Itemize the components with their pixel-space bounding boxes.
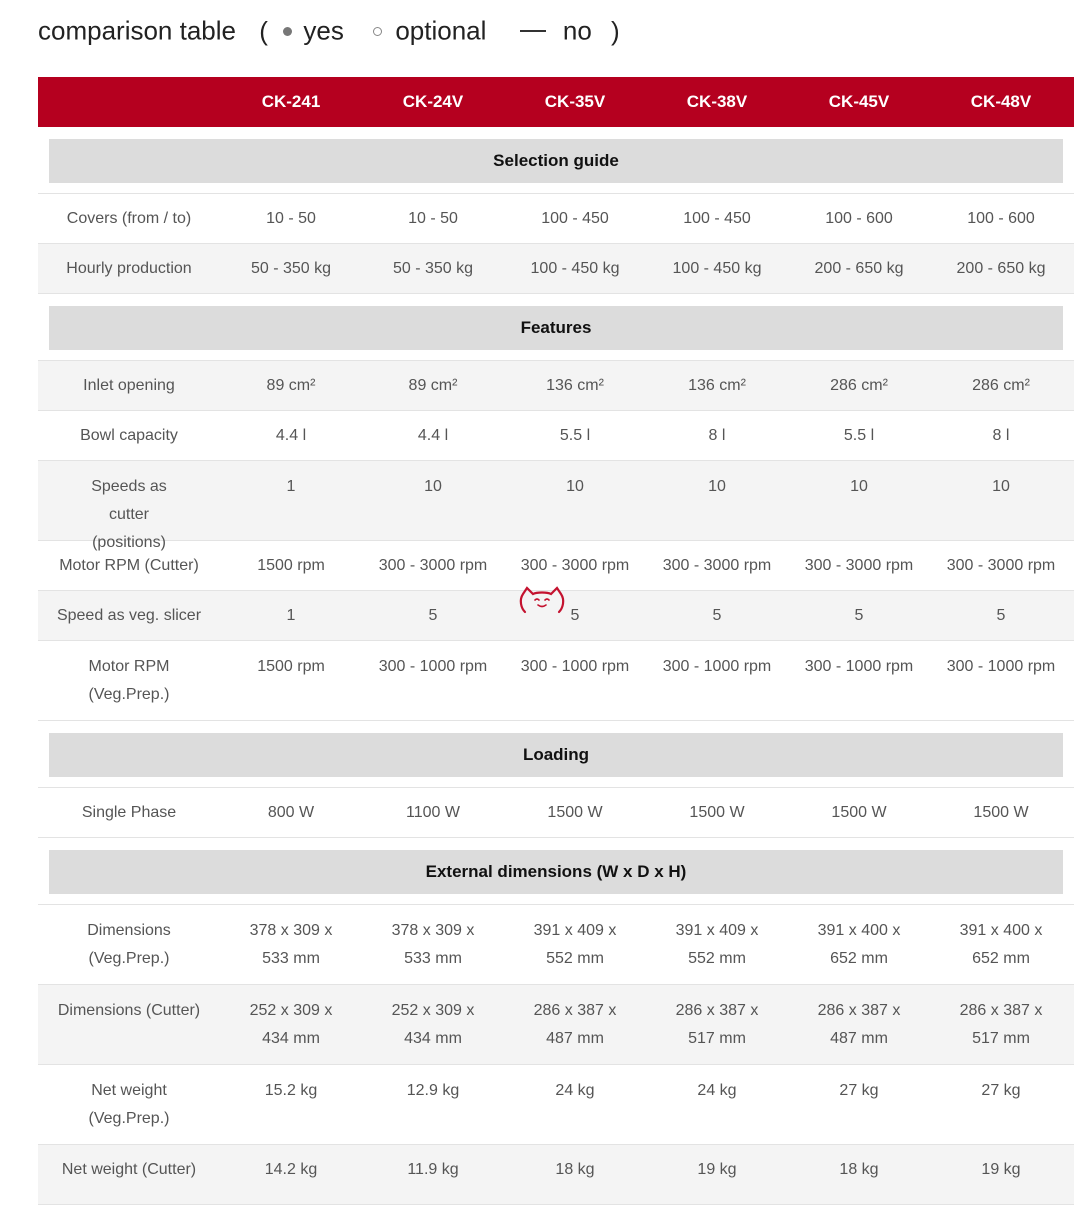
cell-value: 100 - 450 kg bbox=[672, 260, 762, 277]
legend-yes: yes bbox=[303, 15, 344, 46]
cell-value: 14.2 kg bbox=[264, 1161, 318, 1178]
cell-value: 1500 W bbox=[973, 804, 1029, 821]
table-row bbox=[38, 411, 1074, 461]
cell-value: 10 bbox=[992, 478, 1010, 495]
cell-value: 27 kg bbox=[981, 1082, 1021, 1099]
cell-value: 18 kg bbox=[839, 1161, 879, 1178]
yes-dot-icon bbox=[283, 27, 292, 36]
row-label: Net weight (Veg.Prep.) bbox=[88, 1082, 170, 1127]
row-label: Speeds as cutter (positions) bbox=[91, 478, 167, 551]
cell-value: 100 - 450 kg bbox=[530, 260, 620, 277]
legend-open-paren: ( bbox=[259, 15, 268, 46]
section-header bbox=[38, 127, 1074, 194]
cell-value: 300 - 1000 rpm bbox=[662, 658, 772, 675]
cell-value: 300 - 1000 rpm bbox=[804, 658, 914, 675]
cell-value: 24 kg bbox=[555, 1082, 595, 1099]
cell-value: 5.5 l bbox=[843, 427, 875, 444]
cell-value: 100 - 600 bbox=[967, 210, 1035, 227]
cell-value: 12.9 kg bbox=[406, 1082, 460, 1099]
cell-value: 8 l bbox=[708, 427, 726, 444]
table-row bbox=[38, 244, 1074, 294]
section-title: Loading bbox=[49, 733, 1063, 777]
section-header bbox=[38, 838, 1074, 905]
cell-value: 15.2 kg bbox=[264, 1082, 318, 1099]
table-row bbox=[38, 461, 1074, 551]
cell-value: 5 bbox=[428, 607, 438, 624]
table-row bbox=[38, 1145, 1074, 1205]
cell-value: 10 bbox=[566, 478, 584, 495]
cell-value: 1 bbox=[286, 607, 296, 624]
cell-value: 286 x 387 x 517 mm bbox=[675, 1002, 759, 1047]
cell-value: 10 bbox=[850, 478, 868, 495]
cell-value: 100 - 450 bbox=[683, 210, 751, 227]
cell-value: 1500 W bbox=[547, 804, 603, 821]
cell-value: 252 x 309 x 434 mm bbox=[249, 1002, 333, 1047]
cell-value: 200 - 650 kg bbox=[956, 260, 1046, 277]
row-label: Inlet opening bbox=[83, 377, 175, 394]
cell-value: 286 cm² bbox=[830, 377, 888, 394]
cell-value: 10 - 50 bbox=[408, 210, 458, 227]
cell-value: 89 cm² bbox=[408, 377, 458, 394]
cell-value: 100 - 450 bbox=[541, 210, 609, 227]
cell-value: 4.4 l bbox=[275, 427, 307, 444]
cell-value: 89 cm² bbox=[266, 377, 316, 394]
comparison-table bbox=[38, 77, 1074, 1205]
page-title bbox=[38, 14, 620, 47]
cell-value: 200 - 650 kg bbox=[814, 260, 904, 277]
cell-value: 19 kg bbox=[981, 1161, 1021, 1178]
row-label: Speed as veg. slicer bbox=[56, 607, 202, 624]
table-row bbox=[38, 194, 1074, 244]
table-row bbox=[38, 361, 1074, 411]
cell-value: 5 bbox=[854, 607, 864, 624]
section-header bbox=[38, 294, 1074, 361]
no-dash-icon bbox=[520, 30, 546, 32]
cell-value: 1500 W bbox=[831, 804, 887, 821]
optional-circle-icon bbox=[373, 27, 382, 36]
cell-value: 10 bbox=[708, 478, 726, 495]
cell-value: 18 kg bbox=[555, 1161, 595, 1178]
legend-optional: optional bbox=[395, 15, 487, 46]
cell-value: 391 x 400 x 652 mm bbox=[959, 922, 1043, 967]
cell-value: 1500 rpm bbox=[257, 658, 325, 675]
row-label: Dimensions (Veg.Prep.) bbox=[87, 922, 171, 967]
row-label: Net weight (Cutter) bbox=[61, 1161, 197, 1178]
header-model: CK-35V bbox=[544, 92, 606, 111]
header-model: CK-38V bbox=[686, 92, 748, 111]
cell-value: 300 - 1000 rpm bbox=[378, 658, 488, 675]
cell-value: 300 - 3000 rpm bbox=[662, 557, 772, 574]
cell-value: 286 x 387 x 487 mm bbox=[533, 1002, 617, 1047]
cell-value: 5.5 l bbox=[559, 427, 591, 444]
row-label: Hourly production bbox=[66, 260, 192, 277]
legend-close-paren: ) bbox=[611, 15, 620, 46]
cell-value: 1 bbox=[286, 478, 296, 495]
cell-value: 391 x 409 x 552 mm bbox=[533, 922, 617, 967]
section-title: Selection guide bbox=[49, 139, 1063, 183]
header-model: CK-48V bbox=[970, 92, 1032, 111]
table-row bbox=[38, 905, 1074, 985]
legend-no: no bbox=[562, 15, 592, 46]
header-model: CK-241 bbox=[261, 92, 321, 111]
cell-value: 300 - 3000 rpm bbox=[804, 557, 914, 574]
cell-value: 27 kg bbox=[839, 1082, 879, 1099]
cell-value: 5 bbox=[996, 607, 1006, 624]
cell-value: 300 - 3000 rpm bbox=[378, 557, 488, 574]
cell-value: 19 kg bbox=[697, 1161, 737, 1178]
cell-value: 1100 W bbox=[406, 804, 460, 821]
header-model: CK-45V bbox=[828, 92, 890, 111]
row-label: Bowl capacity bbox=[80, 427, 178, 444]
cell-value: 10 bbox=[424, 478, 442, 495]
cell-value: 252 x 309 x 434 mm bbox=[391, 1002, 475, 1047]
cell-value: 50 - 350 kg bbox=[392, 260, 474, 277]
cell-value: 5 bbox=[712, 607, 722, 624]
cell-value: 391 x 400 x 652 mm bbox=[817, 922, 901, 967]
cell-value: 378 x 309 x 533 mm bbox=[391, 922, 475, 967]
table-header bbox=[38, 77, 1074, 127]
table-row bbox=[38, 985, 1074, 1065]
cell-value: 391 x 409 x 552 mm bbox=[675, 922, 759, 967]
cell-value: 5 bbox=[570, 607, 580, 624]
row-label: Single Phase bbox=[81, 804, 177, 821]
cell-value: 136 cm² bbox=[688, 377, 746, 394]
cell-value: 8 l bbox=[992, 427, 1010, 444]
row-label: Motor RPM (Cutter) bbox=[59, 557, 199, 574]
cell-value: 286 x 387 x 517 mm bbox=[959, 1002, 1043, 1047]
cell-value: 300 - 3000 rpm bbox=[946, 557, 1056, 574]
table-row bbox=[38, 788, 1074, 838]
cell-value: 4.4 l bbox=[417, 427, 449, 444]
cell-value: 800 W bbox=[267, 804, 315, 821]
table-row bbox=[38, 1065, 1074, 1145]
cell-value: 50 - 350 kg bbox=[250, 260, 332, 277]
cell-value: 286 x 387 x 487 mm bbox=[817, 1002, 901, 1047]
cell-value: 11.9 kg bbox=[407, 1161, 459, 1178]
row-label: Motor RPM (Veg.Prep.) bbox=[88, 658, 170, 703]
title-text: comparison table bbox=[38, 15, 236, 46]
cell-value: 24 kg bbox=[697, 1082, 737, 1099]
cell-value: 300 - 1000 rpm bbox=[946, 658, 1056, 675]
cell-value: 136 cm² bbox=[546, 377, 604, 394]
row-label: Covers (from / to) bbox=[66, 210, 192, 227]
cell-value: 10 - 50 bbox=[266, 210, 316, 227]
cell-value: 300 - 1000 rpm bbox=[520, 658, 630, 675]
table-row bbox=[38, 641, 1074, 721]
row-label: Dimensions (Cutter) bbox=[57, 1002, 201, 1019]
section-title: External dimensions (W x D x H) bbox=[49, 850, 1063, 894]
cell-value: 378 x 309 x 533 mm bbox=[249, 922, 333, 967]
cell-value: 1500 W bbox=[689, 804, 745, 821]
cell-value: 300 - 3000 rpm bbox=[520, 557, 630, 574]
section-header bbox=[38, 721, 1074, 788]
cat-mascot-icon bbox=[517, 586, 567, 614]
cell-value: 286 cm² bbox=[972, 377, 1030, 394]
cell-value: 100 - 600 bbox=[825, 210, 893, 227]
cell-value: 1500 rpm bbox=[257, 557, 325, 574]
section-title: Features bbox=[49, 306, 1063, 350]
header-model: CK-24V bbox=[402, 92, 464, 111]
